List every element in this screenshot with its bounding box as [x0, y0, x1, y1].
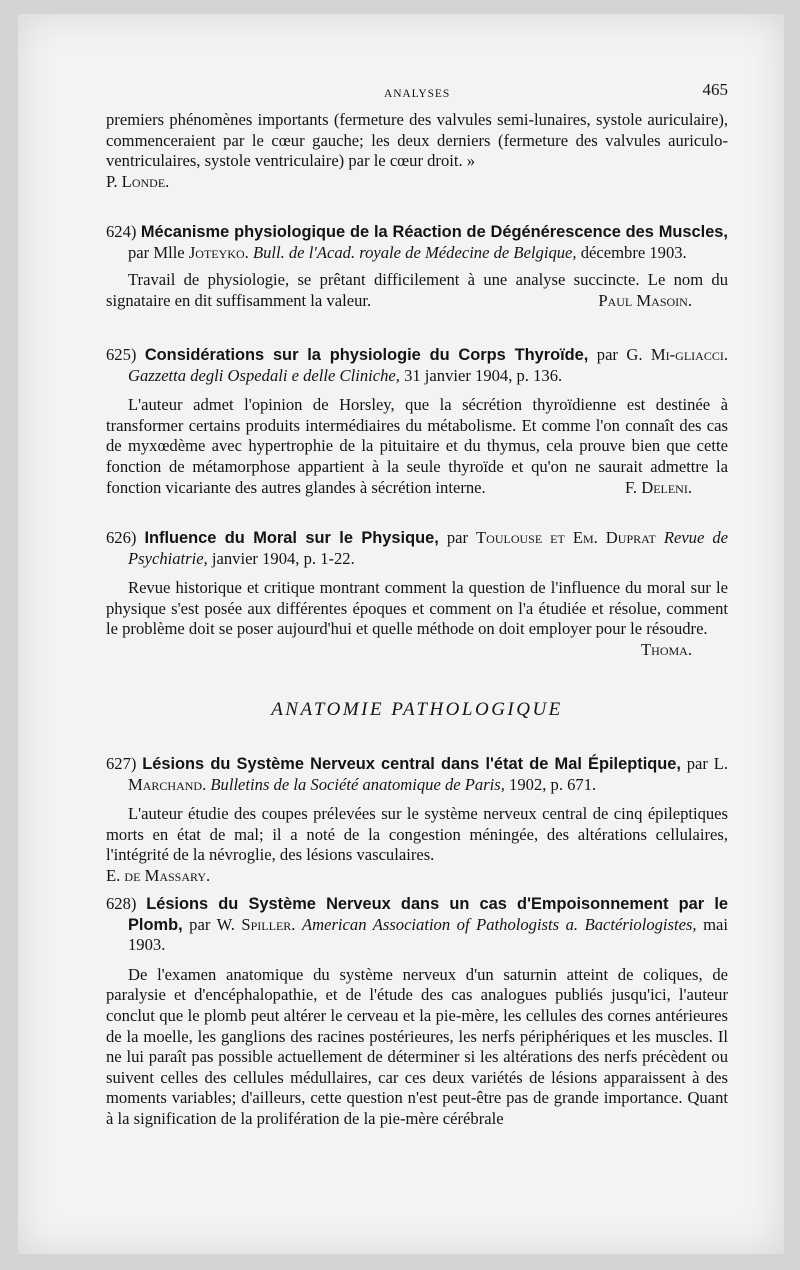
entry-heading — [106, 528, 728, 569]
entry-625 — [106, 345, 728, 498]
entry-author: Joteyko. — [188, 242, 249, 262]
page-header — [106, 80, 728, 104]
signature: E. de Massary. — [106, 865, 211, 885]
entry-body: Revue historique et critique montrant comment la question de l'influence du moral sur le physique s'est posée aux différentes époques et comment on l'a étudiée et résolue, comment le problème doit se poser aujourd'hui et quelle méthode on doit employer pour le résoudre. Thoma. — [106, 578, 728, 659]
entry-heading — [106, 894, 728, 956]
section-title: ANATOMIE PATHOLOGIQUE — [271, 699, 563, 720]
entry-title: Mécanisme physiologique de la Réaction de Dégénérescence des Muscles, — [140, 223, 728, 241]
entry-source: American Association of Pathologists a. Bactériologistes, — [301, 914, 697, 934]
entry-date: 31 janvier 1904, p. 136. — [404, 365, 563, 385]
entry-author: Spiller. — [241, 914, 296, 934]
entry-title: Lésions du Système Nerveux dans un cas d'Empoisonnement par le Plomb, — [128, 895, 728, 934]
entry-date: décembre 1903. — [580, 242, 687, 262]
page-number: 465 — [702, 80, 728, 99]
entry-body: Travail de physiologie, se prêtant difficilement à une analyse succincte. Le nom du signataire en dit suffisamment la valeur. Paul Masoin. — [106, 270, 728, 310]
entry-date: mai 1903. — [128, 914, 728, 955]
entry-by: par W. — [189, 914, 235, 934]
entry-author: Toulouse et Em. Duprat — [476, 528, 656, 547]
signature: Thoma. — [641, 639, 692, 659]
entry-heading — [106, 754, 728, 795]
entry-by: par L. — [686, 754, 729, 773]
entry-body: L'auteur étudie des coupes prélevées sur le système nerveux central de cinq épileptiques morts en état de mal; il a noté de la congestion méningée, des altérations cellulaires, l'intégrité de la névroglie, des lésions vasculaires. — [106, 804, 728, 865]
entry-626 — [106, 528, 728, 661]
entry-627 — [106, 754, 728, 887]
entry-body: De l'examen anatomique du système nerveux d'un saturnin atteint de coliques, de paralysie et d'encéphalopathie, et de l'étude des cas analogues publiés jusqu'ici, l'auteur conclut que le plomb peut altérer le cerveau et la pie-mère, les cellules des cornes antérieures de la moelle, les ganglions des racines postérieures, les nerfs périphériques et les muscles. Il ne lui paraît pas possible actuellement de déterminer si les altérations des nerfs précèdent ou suivent celles des cellules médullaires, car ces deux variétés de lésions apparaissent à des moments variables; d'ailleurs, cette question n'est peut-être pas de grande importance. Quant à la signification de la prolifération de la pie-mère cérébrale — [106, 964, 728, 1128]
continuation-text: premiers phénomènes importants (fermeture des valvules semi-lunaires, systole auriculaire), commenceraient par le cœur gauche; les deux derniers (fermeture des valvules auriculo-ventriculaires, systole ventriculaire) par le cœur droit. » — [106, 110, 728, 171]
entry-by: par — [446, 528, 469, 547]
entry-source: Bull. de l'Acad. royale de Médecine de Belgique, — [252, 242, 577, 262]
entry-number: 626) — [106, 528, 137, 547]
entry-624 — [106, 222, 728, 311]
entry-number: 624) — [106, 222, 137, 241]
entry-source: Gazzetta degli Ospedali e delle Cliniche, — [128, 365, 400, 385]
signature: Paul Masoin. — [598, 290, 692, 310]
entry-author: Marchand. — [128, 774, 207, 794]
running-title: ANALYSES — [384, 88, 451, 100]
entry-title: Considérations sur la physiologie du Corps Thyroïde, — [144, 346, 589, 364]
entry-628 — [106, 894, 728, 1130]
entry-number: 627) — [106, 754, 137, 773]
continuation-block — [106, 110, 728, 192]
entry-date: janvier 1904, p. 1-22. — [211, 548, 355, 568]
book-page — [18, 14, 784, 1254]
signature: P. Londe. — [106, 171, 170, 191]
signature: F. Deleni. — [625, 477, 692, 497]
entry-author: Mi-gliacci. — [650, 345, 728, 364]
entry-by: par G. — [596, 345, 643, 364]
entry-source: Revue de Psychiatrie, — [128, 528, 729, 568]
entry-number: 625) — [106, 345, 137, 364]
entry-heading — [106, 222, 728, 263]
entry-title: Influence du Moral sur le Physique, — [144, 529, 439, 547]
entry-by: par Mlle — [128, 242, 185, 262]
entry-source: Bulletins de la Société anatomique de Paris, — [210, 774, 505, 794]
entry-number: 628) — [106, 894, 137, 913]
entry-date: 1902, p. 671. — [509, 774, 597, 794]
entry-body: L'auteur admet l'opinion de Horsley, que la sécrétion thyroïdienne est destinée à transformer certains produits intermédiaires du métabolisme. Et comme l'on connaît des cas de myxœdème avec hypertrophie de la pituitaire et du thymus, cela prouve bien que cette fonction de métamorphose appartient à la seule thyroïde et qu'on ne saurait admettre la fonction vicariante des autres glandes à sécrétion interne. F. Deleni. — [106, 395, 728, 497]
entry-title: Lésions du Système Nerveux central dans l'état de Mal Épileptique, — [142, 755, 681, 773]
entry-heading — [106, 345, 728, 386]
